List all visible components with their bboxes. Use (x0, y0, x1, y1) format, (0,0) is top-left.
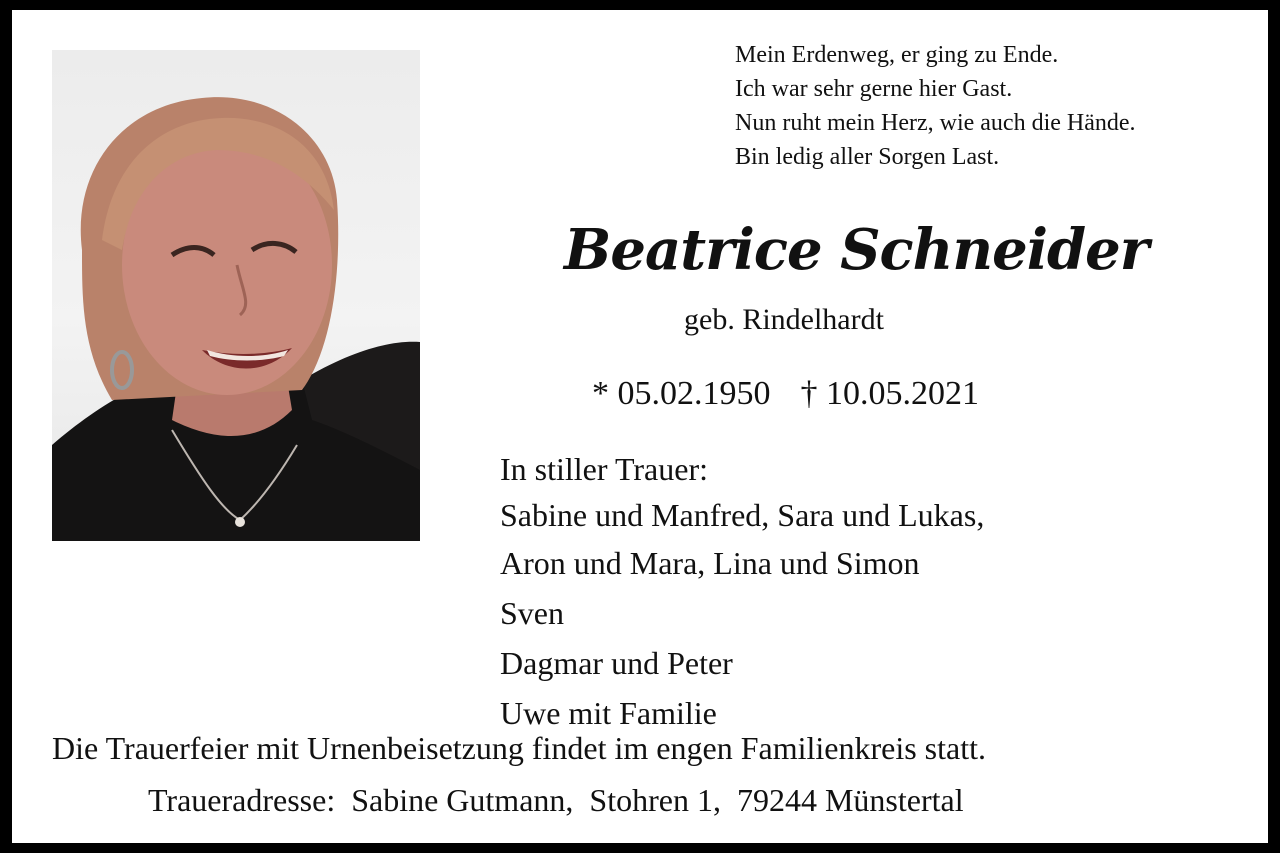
deceased-name: Beatrice Schneider (564, 217, 1149, 283)
mourner-line: Sven (500, 595, 564, 631)
poem (735, 38, 1136, 174)
portrait-illustration (52, 50, 420, 541)
poem-line: Nun ruht mein Herz, wie auch die Hände. (735, 110, 1136, 136)
mourner-line: Aron und Mara, Lina und Simon (500, 545, 920, 581)
obituary-card (12, 10, 1268, 843)
mourner-line: Dagmar und Peter (500, 645, 733, 681)
poem-line: Ich war sehr gerne hier Gast. (735, 76, 1013, 102)
birth-date: * 05.02.1950 (592, 375, 771, 412)
birth-name: geb. Rindelhardt (684, 303, 884, 336)
mourner-line: Uwe mit Familie (500, 695, 717, 731)
mourner-line: Sabine und Manfred, Sara und Lukas, (500, 497, 985, 533)
ceremony-notice: Die Trauerfeier mit Urnenbeisetzung findet im engen Familienkreis statt. (52, 730, 986, 766)
poem-line: Bin ledig aller Sorgen Last. (735, 144, 1000, 170)
life-dates (592, 375, 979, 413)
mourners-heading: In stiller Trauer: (500, 451, 708, 487)
mourning-address: Traueradresse: Sabine Gutmann, Stohren 1, 79244 Münstertal (148, 782, 964, 818)
poem-line: Mein Erdenweg, er ging zu Ende. (735, 42, 1059, 68)
portrait-photo (52, 50, 420, 541)
death-date: † 10.05.2021 (800, 375, 979, 412)
mourners-list (500, 446, 984, 738)
